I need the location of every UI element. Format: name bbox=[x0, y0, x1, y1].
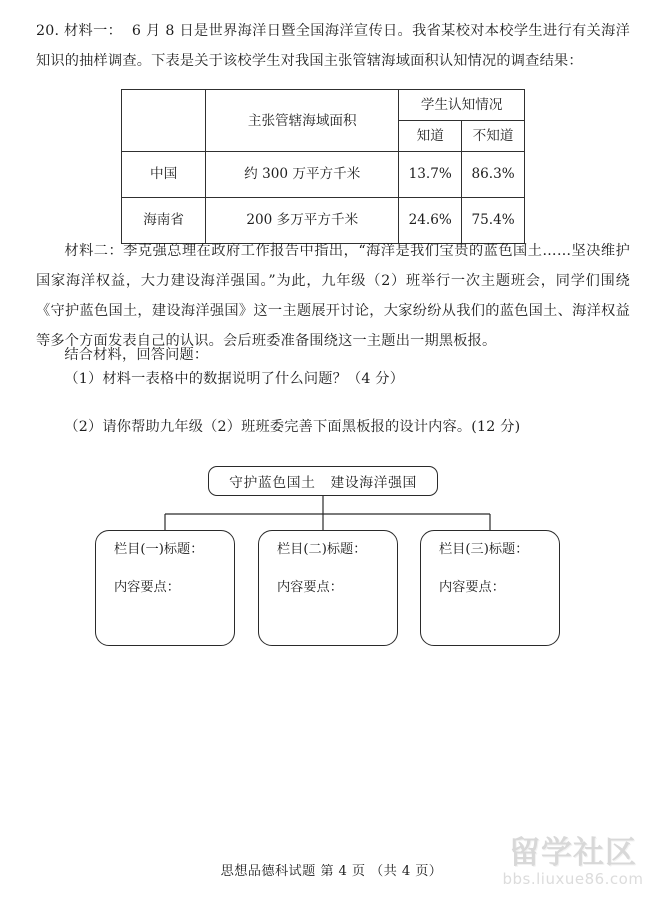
material-two-paragraph: 材料二：李克强总理在政府工作报告中指出，“海洋是我们宝贵的蓝色国土……坚决维护国家海洋权益，大力建设海洋强国。”为此，九年级（2）班举行一次主题班会，同学们围绕《守护蓝色国土，建设海洋强国》这一主题展开讨论，大家纷纷从我们的蓝色国土、海洋权益等多个方面发表自己的认识。会后班委准备围绕这一主题出一期黑板报。 bbox=[36, 243, 630, 349]
column-title-label: 栏目(三)标题： bbox=[439, 542, 529, 557]
table-header-area: 主张管辖海域面积 bbox=[206, 90, 399, 152]
watermark-title: 留学社区 bbox=[509, 835, 637, 871]
table-cell-know: 13.7% bbox=[399, 152, 462, 198]
table-header-not-know: 不知道 bbox=[462, 121, 525, 152]
column-points-label: 内容要点： bbox=[277, 580, 343, 595]
table-corner-cell bbox=[122, 90, 206, 152]
survey-table bbox=[121, 89, 525, 244]
combine-materials-line: 结合材料，回答问题： bbox=[64, 347, 209, 363]
watermark bbox=[491, 836, 655, 900]
sub-question-2: （2）请你帮助九年级（2）班班委完善下面黑板报的设计内容。(12 分) bbox=[64, 419, 521, 435]
diagram-title-label: 守护蓝色国土 建设海洋强国 bbox=[229, 475, 417, 491]
table-header-know: 知道 bbox=[399, 121, 462, 152]
survey-table-container bbox=[121, 89, 525, 244]
page-footer: 思想品德科试题 第 4 页 （共 4 页） bbox=[220, 864, 443, 879]
column-title-label: 栏目(一)标题： bbox=[114, 542, 204, 557]
watermark-url: bbs.liuxue86.com bbox=[502, 870, 644, 888]
table-cell-area: 约 300 万平方千米 bbox=[206, 152, 399, 198]
column-points-label: 内容要点： bbox=[114, 580, 180, 595]
table-header-awareness-group: 学生认知情况 bbox=[399, 90, 525, 121]
table-cell-not-know: 75.4% bbox=[462, 198, 525, 244]
table-cell-not-know: 86.3% bbox=[462, 152, 525, 198]
table-row bbox=[122, 152, 525, 198]
table-cell-region: 中国 bbox=[122, 152, 206, 198]
material-one-paragraph: 20. 材料一： 6 月 8 日是世界海洋日暨全国海洋宣传日。我省某校对本校学生进行有关海洋知识的抽样调查。下表是关于该校学生对我国主张管辖海域面积认知情况的调查结果： bbox=[36, 23, 630, 69]
diagram-column-box-3 bbox=[420, 530, 560, 646]
table-header-row-1 bbox=[122, 90, 525, 121]
table-cell-region: 海南省 bbox=[122, 198, 206, 244]
column-points-label: 内容要点： bbox=[439, 580, 505, 595]
diagram-column-box-2 bbox=[258, 530, 398, 646]
diagram-title-box bbox=[208, 466, 438, 496]
column-title-label: 栏目(二)标题： bbox=[277, 542, 367, 557]
sub-question-1: （1）材料一表格中的数据说明了什么问题？（4 分） bbox=[64, 371, 405, 387]
diagram-column-box-1 bbox=[95, 530, 235, 646]
blackboard-design-diagram bbox=[60, 462, 603, 662]
table-cell-area: 200 多万平方千米 bbox=[206, 198, 399, 244]
table-cell-know: 24.6% bbox=[399, 198, 462, 244]
